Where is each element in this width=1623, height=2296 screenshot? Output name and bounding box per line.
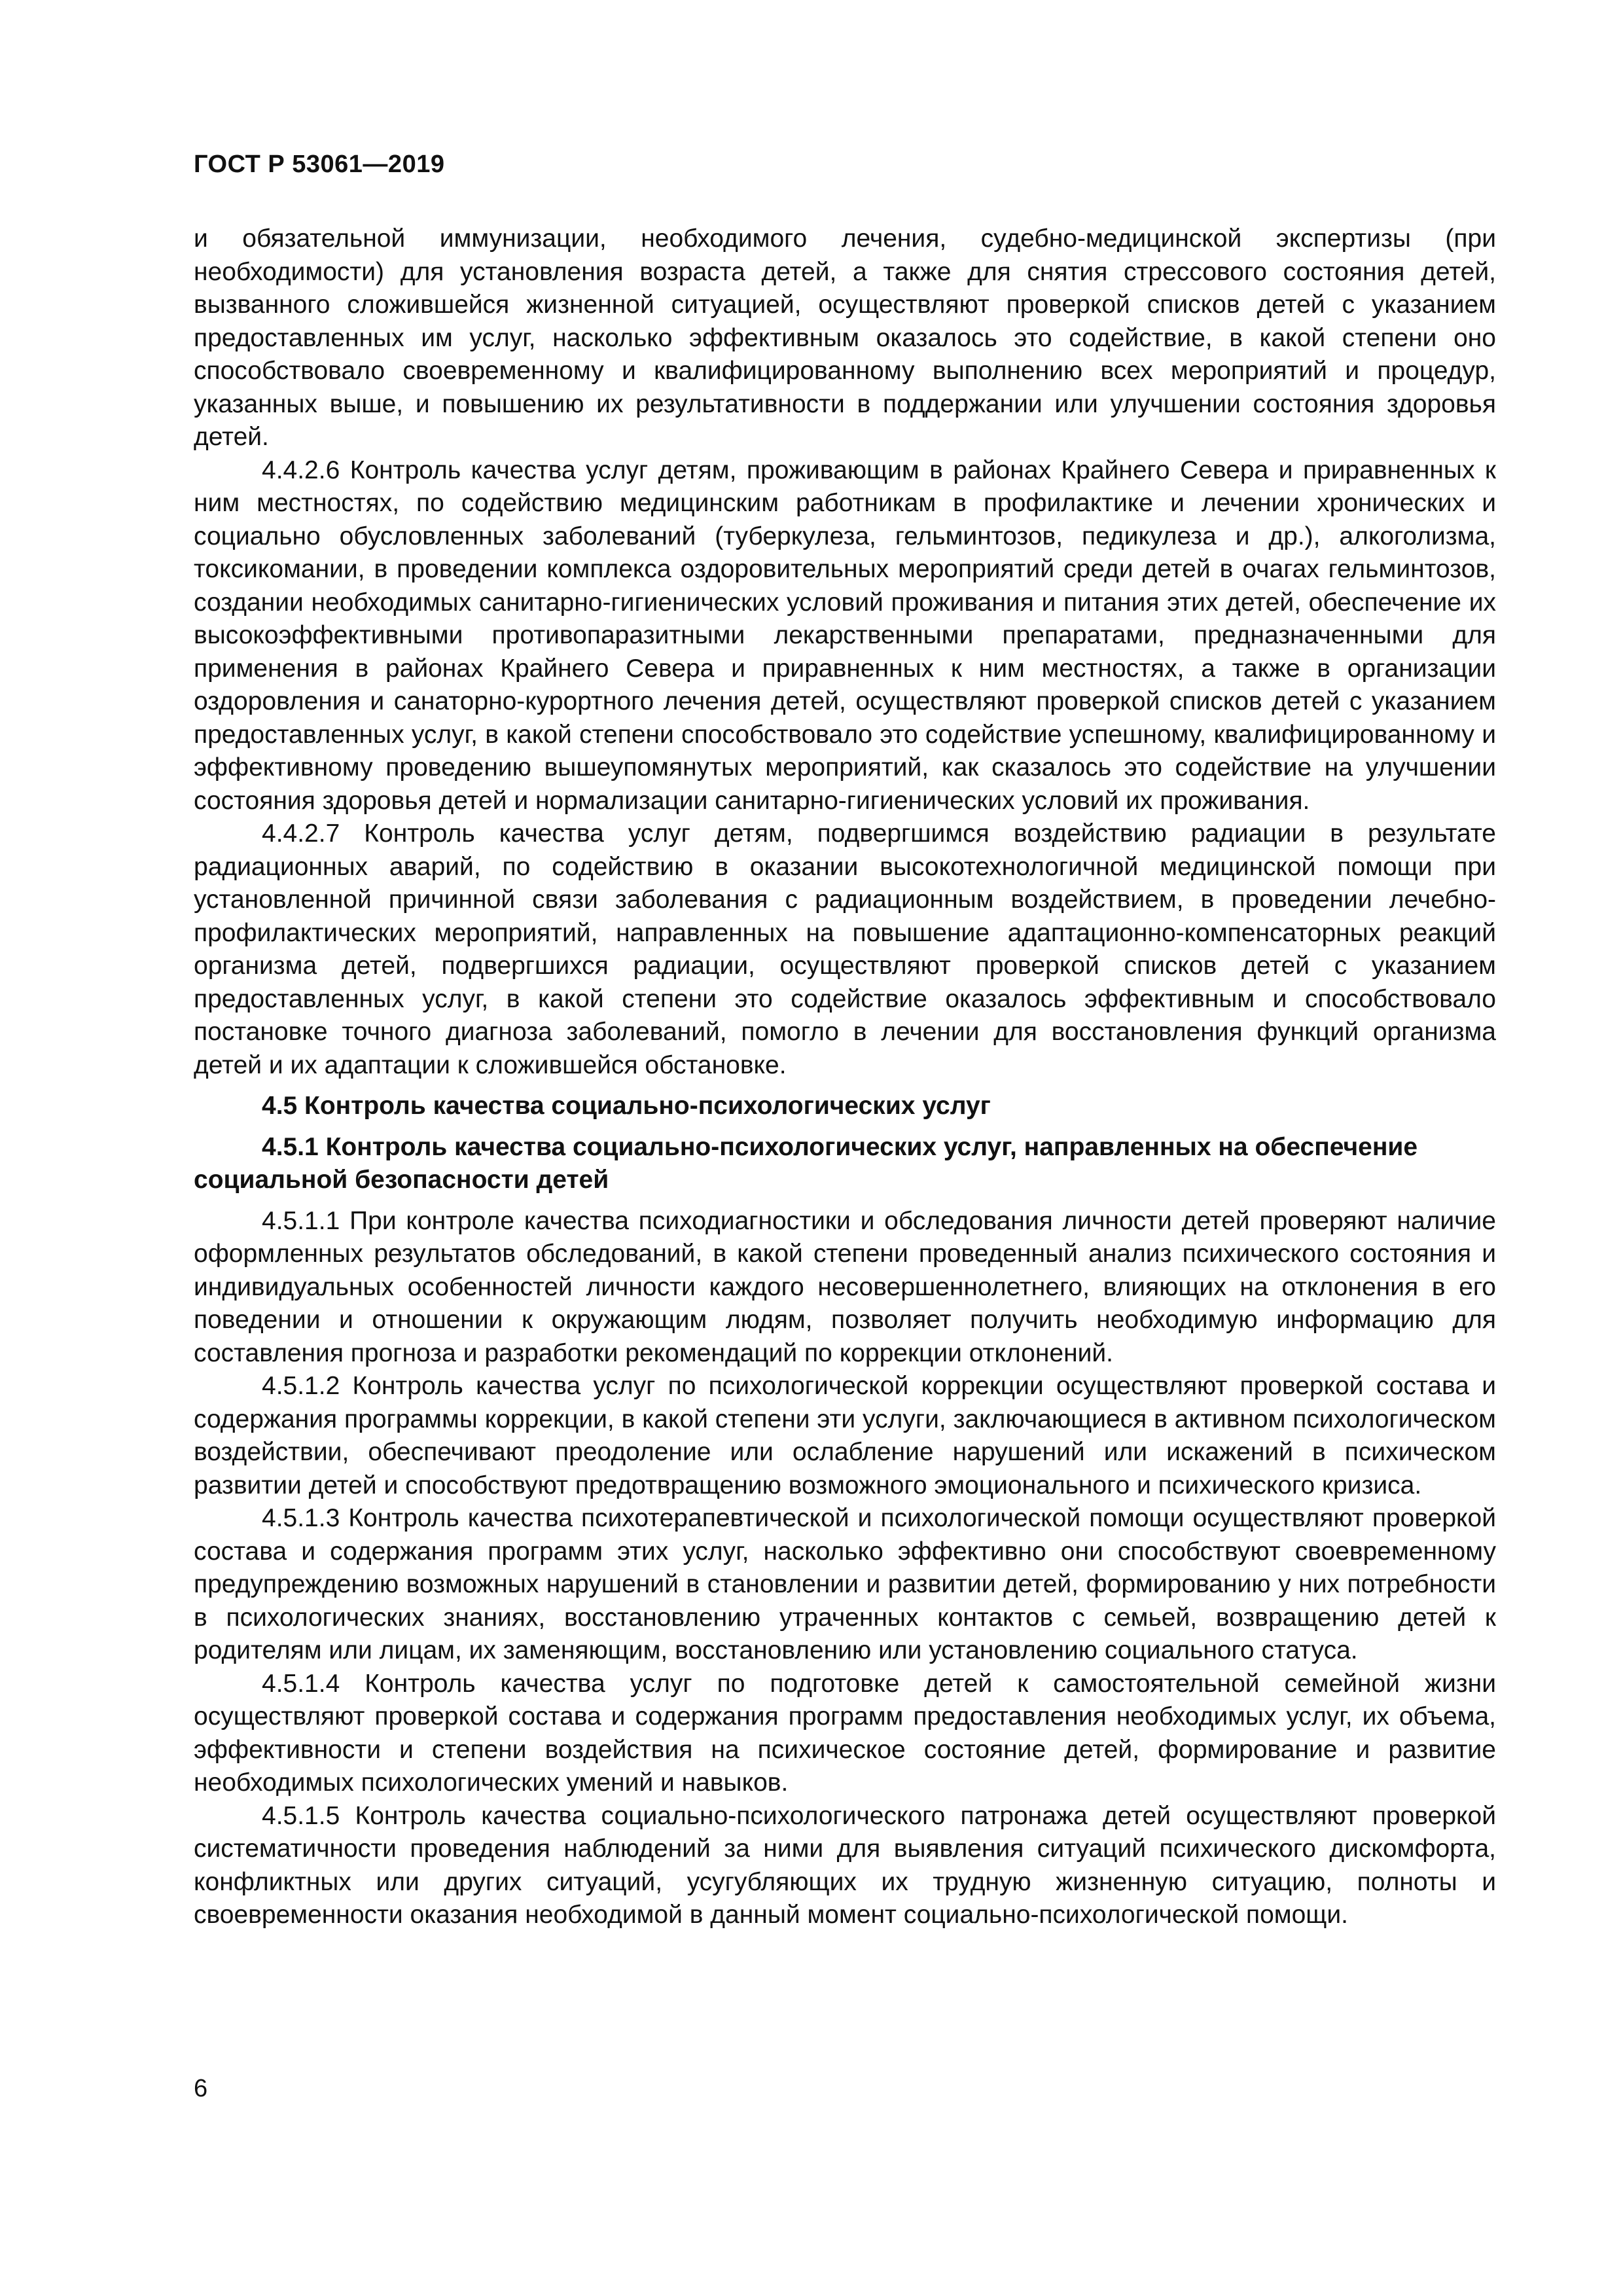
page-number: 6	[194, 2075, 208, 2102]
document-header: ГОСТ Р 53061—2019	[194, 151, 445, 178]
section-heading-4-5-1: 4.5.1 Контроль качества социально-психологических услуг, направленных на обеспечение социальной безопасности детей	[194, 1132, 1418, 1194]
paragraph-4-4-2-6: 4.4.2.6 Контроль качества услуг детям, проживающим в районах Крайнего Севера и приравненных к ним местностях, по содействию медицинским работникам в профилактике и лечении хронических и социально обусловленных заболеваний (туберкулеза, гельминтозов, педикулеза и др.), алкоголизма, токсикомании, в проведении комплекса оздоровительных мероприятий среди детей в очагах гельминтозов, создании необходимых санитарно-гигиенических условий проживания и питания этих детей, обеспечение их высокоэффективными противопаразитными лекарственными препаратами, предназначенными для применения в районах Крайнего Севера и приравненных к ним местностях, а также в организации оздоровления и санаторно-курортного лечения детей, осуществляют проверкой списков детей с указанием предоставленных услуг, в какой степени способствовало это содействие успешному, квалифицированному и эффективному проведению вышеупомянутых мероприятий, как сказалось это содействие на улучшении состояния здоровья детей и нормализации санитарно-гигиенических условий их проживания.	[194, 456, 1496, 815]
paragraph-4-5-1-4: 4.5.1.4 Контроль качества услуг по подготовке детей к самостоятельной семейной жизни осуществляют проверкой состава и содержания программ предоставления необходимых услуг, их объема, эффективности и степени воздействия на психическое состояние детей, формирование и развитие необходимых психологических умений и навыков.	[194, 1669, 1496, 1797]
paragraph-continuation: и обязательной иммунизации, необходимого лечения, судебно-медицинской экспертизы (при необходимости) для установления возраста детей, а также для снятия стрессового состояния детей, вызванного сложившейся жизненной ситуацией, осуществляют проверкой списков детей с указанием предоставленных им услуг, насколько эффективным оказалось это содействие, в какой степени оно способствовало своевременному и квалифицированному выполнению всех мероприятий и процедур, указанных выше, и повышению их результативности в поддержании или улучшении состояния здоровья детей.	[194, 224, 1496, 451]
paragraph-4-5-1-1: 4.5.1.1 При контроле качества психодиагностики и обследования личности детей проверяют наличие оформленных результатов обследований, в какой степени проведенный анализ психического состояния и индивидуальных особенностей личности каждого несовершеннолетнего, влияющих на отклонения в его поведении и отношении к окружающим людям, позволяет получить необходимую информацию для составления прогноза и разработки рекомендаций по коррекции отклонений.	[194, 1206, 1496, 1367]
paragraph-4-5-1-3: 4.5.1.3 Контроль качества психотерапевтической и психологической помощи осуществляют проверкой состава и содержания программ этих услуг, насколько эффективно они способствуют своевременному предупреждению возможных нарушений в становлении и развитии детей, формированию у них потребности в психологических знаниях, восстановлению утраченных контактов с семьей, возвращению детей к родителям или лицам, их заменяющим, восстановлению или установлению социального статуса.	[194, 1504, 1496, 1664]
paragraph-4-5-1-5: 4.5.1.5 Контроль качества социально-психологического патронажа детей осуществляют проверкой систематичности проведения наблюдений за ними для выявления ситуаций психического дискомфорта, конфликтных или других ситуаций, усугубляющих их трудную жизненную ситуацию, полноты и своевременности оказания необходимой в данный момент социально-психологической помощи.	[194, 1801, 1496, 1929]
paragraph-4-4-2-7: 4.4.2.7 Контроль качества услуг детям, подвергшимся воздействию радиации в результате радиационных аварий, по содействию в оказании высокотехнологичной медицинской помощи при установленной причинной связи заболевания с радиационным воздействием, в проведении лечебно-профилактических мероприятий, направленных на повышение адаптационно-компенсаторных реакций организма детей, подвергшихся радиации, осуществляют проверкой списков детей с указанием предоставленных услуг, в какой степени это содействие оказалось эффективным и способствовало постановке точного диагноза заболеваний, помогло в лечении для восстановления функций организма детей и их адаптации к сложившейся обстановке.	[194, 819, 1496, 1079]
document-body	[194, 223, 1496, 1932]
paragraph-4-5-1-2: 4.5.1.2 Контроль качества услуг по психологической коррекции осуществляют проверкой состава и содержания программы коррекции, в какой степени эти услуги, заключающиеся в активном психологическом воздействии, обеспечивают преодоление или ослабление нарушений или искажений в психическом развитии детей и способствуют предотвращению возможного эмоционального и психического кризиса.	[194, 1372, 1496, 1499]
section-heading-4-5: 4.5 Контроль качества социально-психологических услуг	[262, 1092, 991, 1120]
